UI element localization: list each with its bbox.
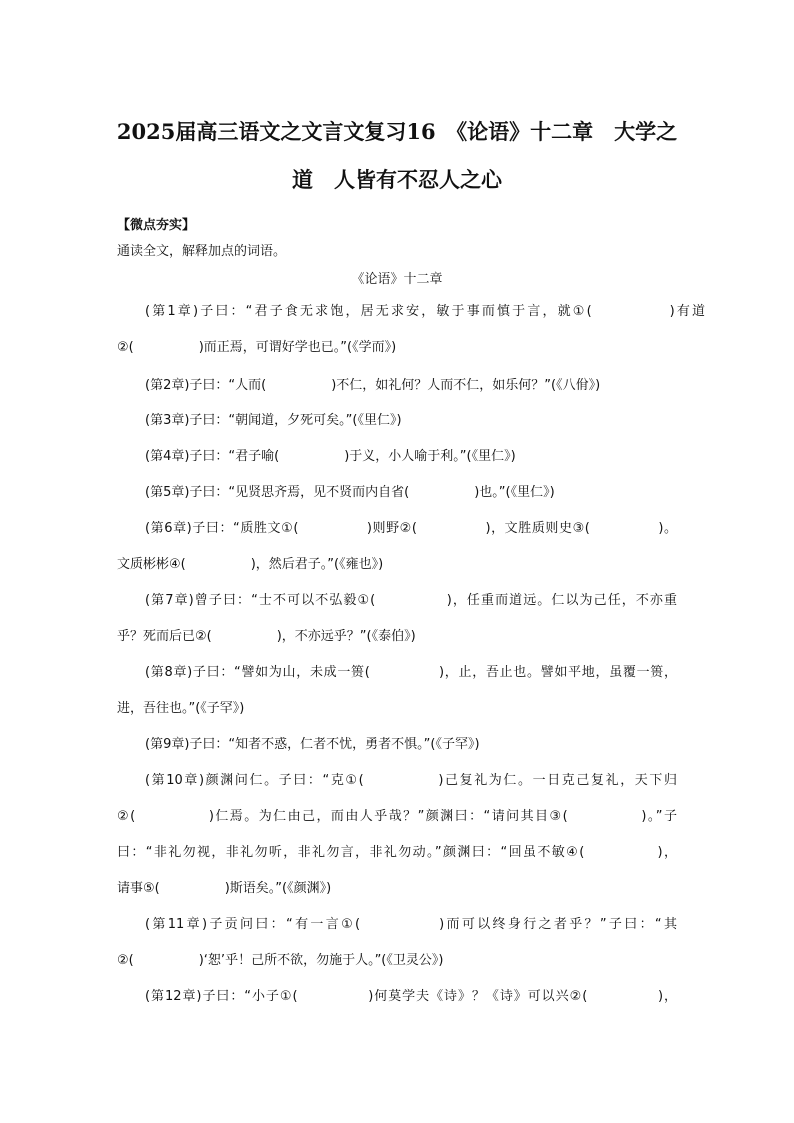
text-line: (第5章)子曰：“见贤思齐焉，见不贤而内自省( )也。”(《里仁》)	[145, 485, 555, 500]
text-line: (第3章)子曰：“朝闻道，夕死可矣。”(《里仁》)	[145, 413, 402, 428]
text-line: ②( )而正焉，可谓好学也已。”(《学而》)	[117, 340, 397, 355]
section-tag: 【微点夯实】	[117, 218, 196, 233]
text-line: (第8章)子曰：“譬如为山，未成一篑( )，止，吾止也。譬如平地，虽覆一篑，	[145, 665, 677, 680]
text-line: 进，吾往也。”(《子罕》)	[117, 701, 245, 716]
text-line: (第11章)子贡问曰：“有一言①( )而可以终身行之者乎？”子曰：“其	[145, 917, 677, 932]
text-line: (第2章)子曰：“人而( )不仁，如礼何？人而不仁，如乐何？”(《八佾》)	[145, 378, 601, 393]
text-line: (第1章)子曰：“君子食无求饱，居无求安，敏于事而慎于言，就①( )有道	[145, 304, 705, 319]
text-line: 曰：“非礼勿视，非礼勿听，非礼勿言，非礼勿动。”颜渊曰：“回虽不敏④( )，	[117, 845, 677, 860]
instruction-text: 通读全文，解释加点的词语。	[117, 244, 287, 259]
text-line: (第7章)曾子曰：“士不可以不弘毅①( )，任重而道远。仁以为己任，不亦重	[145, 593, 677, 608]
passage-heading: 《论语》十二章	[351, 272, 443, 287]
text-line: 请事⑤( )斯语矣。”(《颜渊》)	[117, 881, 332, 896]
text-line: (第10章)颜渊问仁。子曰：“克①( )己复礼为仁。一日克己复礼，天下归	[145, 773, 677, 788]
text-line: (第12章)子曰：“小子①( )何莫学夫《诗》？《诗》可以兴②( )，	[145, 989, 677, 1004]
text-line: 乎？死而后已②( )，不亦远乎？”(《泰伯》)	[117, 629, 416, 644]
text-line: (第6章)子曰：“质胜文①( )则野②( )，文胜质则史③( )。	[145, 521, 677, 536]
document-title	[90, 108, 704, 204]
text-line: (第4章)子曰：“君子喻( )于义，小人喻于利。”(《里仁》)	[145, 449, 516, 464]
title-line-2: 道 人皆有不忍人之心	[292, 167, 502, 192]
title-line-1: 2025届高三语文之文言文复习16 《论语》十二章 大学之	[116, 119, 678, 144]
text-line: ②( )‘恕’乎！己所不欲，勿施于人。”(《卫灵公》)	[117, 953, 444, 968]
text-line: (第9章)子曰：“知者不惑，仁者不忧，勇者不惧。”(《子罕》)	[145, 737, 480, 752]
text-line: 文质彬彬④( )，然后君子。”(《雍也》)	[117, 557, 384, 572]
text-line: ②( )仁焉。为仁由己，而由人乎哉？”颜渊曰：“请问其目③( )。”子	[117, 809, 677, 824]
